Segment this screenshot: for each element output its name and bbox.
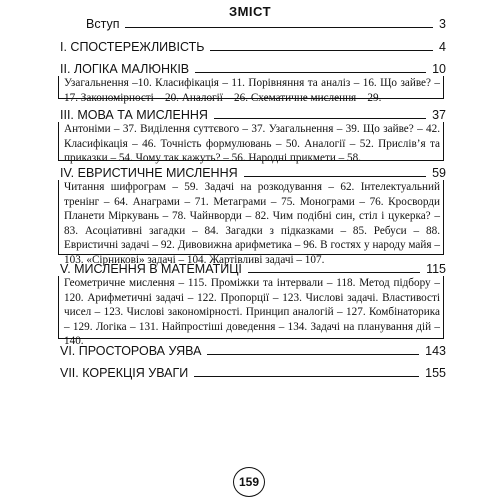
toc-row-section-4[interactable] — [0, 166, 500, 180]
toc-page-section-2: 10 — [432, 62, 446, 76]
leader-line — [125, 27, 433, 28]
toc-row-section-1[interactable] — [0, 40, 500, 54]
leader-line — [214, 118, 426, 119]
toc-page-section-7: 155 — [425, 366, 446, 380]
toc-label-section-1: I. СПОСТЕРЕЖЛИВІСТЬ — [60, 40, 205, 54]
toc-row-intro[interactable] — [0, 17, 500, 31]
toc-page-section-4: 59 — [432, 166, 446, 180]
toc-label-section-4: IV. ЕВРИСТИЧНЕ МИСЛЕННЯ — [60, 166, 238, 180]
page-number: 159 — [233, 467, 265, 497]
toc-entries-section-2: Узагальнення –10. Класифікація – 11. Порівняння та аналіз – 16. Що зайве? – 17. Закономірності – 20. Аналогії – 26. Схематичне мислення – 29. — [64, 77, 440, 104]
leader-line — [244, 176, 426, 177]
toc-label-section-3: III. МОВА ТА МИСЛЕННЯ — [60, 108, 208, 122]
toc-row-section-6[interactable] — [0, 344, 500, 358]
toc-label-section-6: VI. ПРОСТОРОВА УЯВА — [60, 344, 202, 358]
toc-label-section-7: VII. КОРЕКЦІЯ УВАГИ — [60, 366, 189, 380]
toc-page-section-5: 115 — [426, 262, 446, 276]
toc-row-section-2[interactable] — [0, 62, 500, 76]
toc-page-intro: 3 — [439, 17, 446, 31]
toc-row-section-5[interactable] — [0, 262, 500, 276]
page-title: ЗМІСТ — [228, 4, 272, 19]
toc-entries-section-5: Геометричне мислення – 115. Проміжки та інтервали – 118. Метод підбору – 120. Арифметичні задачі – 122. Пропорції – 123. Числові задачі. Властивості чисел – 123. Числові закономірності. Принцип аналогій – 127. Комбінаторика – 129. Логіка – 131. Найпростіші доведення – 134. Задачі на планування дій – 140. — [64, 277, 440, 347]
toc-entries-section-3: Антоніми – 37. Виділення суттєвого – 37. Узагальнення – 39. Що зайве? – 42. Класифікація – 46. Точність формулювань – 50. Аналогії – 52. Прислів’я та приказки – 54. Чому так кажуть? – 56. Народні прикмети – 58. — [64, 123, 440, 164]
leader-line — [248, 272, 420, 273]
leader-line — [207, 354, 419, 355]
leader-line — [194, 376, 419, 377]
toc-label-section-2: II. ЛОГІКА МАЛЮНКІВ — [60, 62, 190, 76]
toc-page-section-6: 143 — [425, 344, 446, 358]
toc-row-section-7[interactable] — [0, 366, 500, 380]
leader-line — [195, 72, 426, 73]
toc-page-section-1: 4 — [439, 40, 446, 54]
toc-label-section-5: V. МИСЛЕННЯ В МАТЕМАТИЦІ — [60, 262, 242, 276]
leader-line — [210, 50, 433, 51]
toc-entries-section-4: Читання шифрограм – 59. Задачі на розкодування – 62. Інтелектуальний тренінг – 64. Анаграми – 71. Метаграми – 75. Монограми – 76. Кросворди Планети Міркувань – 78. Чайнворди – 82. Чим подібні син, стіл і цукерка? – 83. Асоціативні загадки – 84. Загадки з підказками – 85. Ребуси – 88. Евристичні задачі – 92. Дивовижна арифметика – 96. В гостях у народу майя – 103. «Сірникові» задачі – 104. Жартівливі задачі – 107. — [64, 181, 440, 266]
toc-label-intro: Вступ — [86, 17, 120, 31]
toc-row-section-3[interactable] — [0, 108, 500, 122]
toc-page-section-3: 37 — [432, 108, 446, 122]
